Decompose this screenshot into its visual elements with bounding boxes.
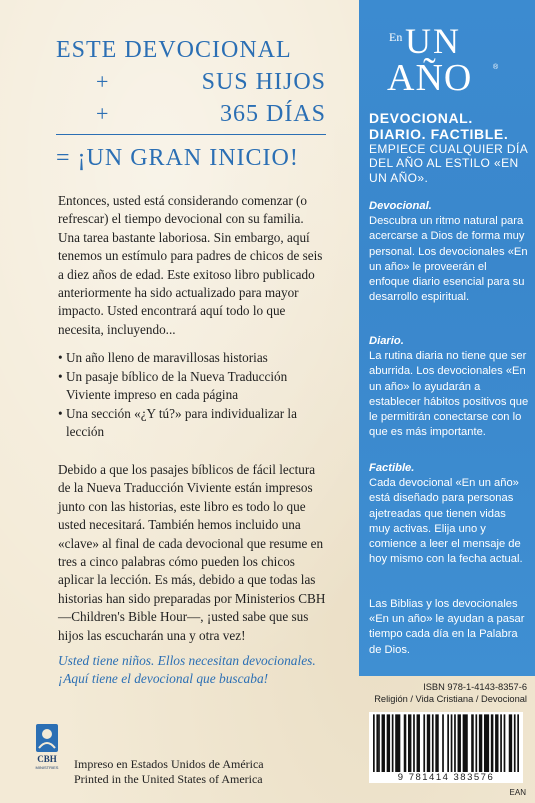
barcode-bar: [484, 714, 489, 780]
section-heading: Diario.: [369, 335, 404, 347]
barcode-bar: [479, 714, 482, 780]
logo-text-ministries: MINISTRIES: [35, 765, 59, 770]
section-factible: [369, 461, 529, 567]
logo-ano: AÑO: [387, 57, 473, 99]
section-text: Descubra un ritmo natural para acercarse a Dios de forma muy personal. Los devocionales «En un año» le proveerán el enfoque diario esencial para su desarrollo espiritual.: [369, 215, 528, 304]
section-text: La rutina diaria no tiene que ser aburrida. Los devocionales «En un año» lo ayudarán a establecer hábitos positivos que le permitirán conectarse con lo que es más importante.: [369, 350, 529, 439]
panel-subtitle: EMPIECE CUALQUIER DÍA DEL AÑO AL ESTILO «EN UN AÑO».: [369, 142, 528, 185]
list-item: • Un año lleno de maravillosas historias: [58, 349, 326, 368]
headline-line1: ESTE DEVOCIONAL: [56, 37, 292, 63]
barcode-bar: [373, 714, 375, 780]
section-text: Las Biblias y los devocionales «En un año» le ayudan a pasar tiempo cada día en la Palabra de Dios.: [369, 598, 525, 656]
category-text: Religión / Vida Cristiana / Devocional: [374, 694, 527, 704]
barcode-bar: [442, 714, 444, 780]
logo-en: En: [389, 30, 403, 44]
logo-un: UN: [405, 21, 461, 61]
headline-rule: [56, 134, 326, 135]
closing-tagline: Usted tiene niños. Ellos necesitan devocionales. ¡Aquí tiene el devocional que buscaba!: [58, 653, 316, 687]
plus-sign: +: [96, 69, 110, 94]
section-diario: [369, 334, 529, 440]
body-paragraph: Debido a que los pasajes bíblicos de fácil lectura de la Nueva Traducción Viviente están impresos junto con las historias, este libro es todo lo que usted necesitará. También hemos incluido una «clave» al final de cada devocional que resume en tres a cinco palabras cómo pueden los chicos aplicar la lección. Es más, debido a que todas las historias han sido preparadas por Ministerios CBH —Children's Bible Hour—, ¡usted sabe que sus hijos las escucharán una y otra vez!: [58, 462, 326, 643]
isbn-text: ISBN 978-1-4143-8357-6: [423, 682, 527, 692]
barcode-bar: [451, 714, 453, 780]
ean-label: EAN: [509, 788, 526, 797]
barcode-bar: [500, 714, 502, 780]
barcode-bar: [413, 714, 415, 780]
barcode-bar: [423, 714, 425, 780]
barcode-bar: [475, 714, 477, 780]
barcode-bar: [417, 714, 420, 780]
headline-result: = ¡UN GRAN INICIO!: [56, 145, 299, 171]
barcode-bar: [376, 714, 378, 780]
barcode-bar: [432, 714, 434, 780]
plus-sign: +: [96, 101, 110, 126]
imprint: [74, 757, 264, 787]
section-text: Cada devocional «En un año» está diseñado para personas ajetreadas que tienen vidas muy activas. Elija uno y comience a leer el mensaje de hoy mismo con la fecha actual.: [369, 477, 523, 566]
barcode-bar: [378, 714, 380, 780]
headline-line3: 365 DÍAS: [219, 101, 326, 127]
barcode-bar: [454, 714, 456, 780]
list-item: • Un pasaje bíblico de la Nueva Traducción Viviente impreso en cada página: [58, 368, 326, 405]
barcode-bar: [504, 714, 506, 780]
barcode-bar: [382, 714, 385, 780]
barcode-bar: [387, 714, 390, 780]
logo-text-cbh: CBH: [37, 754, 57, 764]
panel-title: DEVOCIONAL. DIARIO. FACTIBLE.: [369, 110, 509, 142]
feature-list: [58, 349, 326, 442]
headline: [56, 34, 326, 171]
section-closing: [369, 597, 529, 658]
en-un-ano-logo: [359, 18, 535, 98]
registered-mark: ®: [493, 64, 499, 71]
imprint-spanish: Impreso en Estados Unidos de América: [74, 757, 264, 771]
list-item: • Una sección «¿Y tú?» para individualizar la lección: [58, 405, 326, 442]
barcode-bar: [491, 714, 494, 780]
barcode-bar: [509, 714, 512, 780]
imprint-english: Printed in the United States of America: [74, 772, 263, 786]
section-devocional: [369, 199, 529, 305]
barcode-bar: [471, 714, 474, 780]
series-panel: [359, 0, 535, 676]
barcode-bar: [458, 714, 461, 780]
barcode-bar: [495, 714, 498, 780]
headline-line2: SUS HIJOS: [201, 69, 326, 95]
cbh-ministries-logo: [34, 724, 60, 772]
section-heading: Devocional.: [369, 200, 432, 212]
barcode-area: [359, 676, 535, 803]
barcode-number: 9 781414 383576: [369, 772, 523, 783]
barcode-bar: [517, 714, 519, 780]
barcode-bar: [404, 714, 407, 780]
barcode-bar: [395, 714, 400, 780]
barcode-bar: [514, 714, 516, 780]
section-heading: Factible.: [369, 462, 415, 474]
barcode-bar: [447, 714, 449, 780]
intro-paragraph: Entonces, usted está considerando comenzar (o refrescar) el tiempo devocional con su familia. Una tarea bastante laboriosa. Sin embargo, aquí tenemos un estímulo para padres de chicos de seis a diez años de edad. Este exitoso libro publicado anteriormente ha sido actualizado para mayor impacto. Usted encontrará aquí todo lo que necesita, incluyendo...: [58, 193, 323, 337]
barcode-bar: [392, 714, 394, 780]
barcode-bar: [463, 714, 468, 780]
barcode-bar: [408, 714, 411, 780]
barcode-bar: [435, 714, 438, 780]
barcode-bar: [427, 714, 430, 780]
